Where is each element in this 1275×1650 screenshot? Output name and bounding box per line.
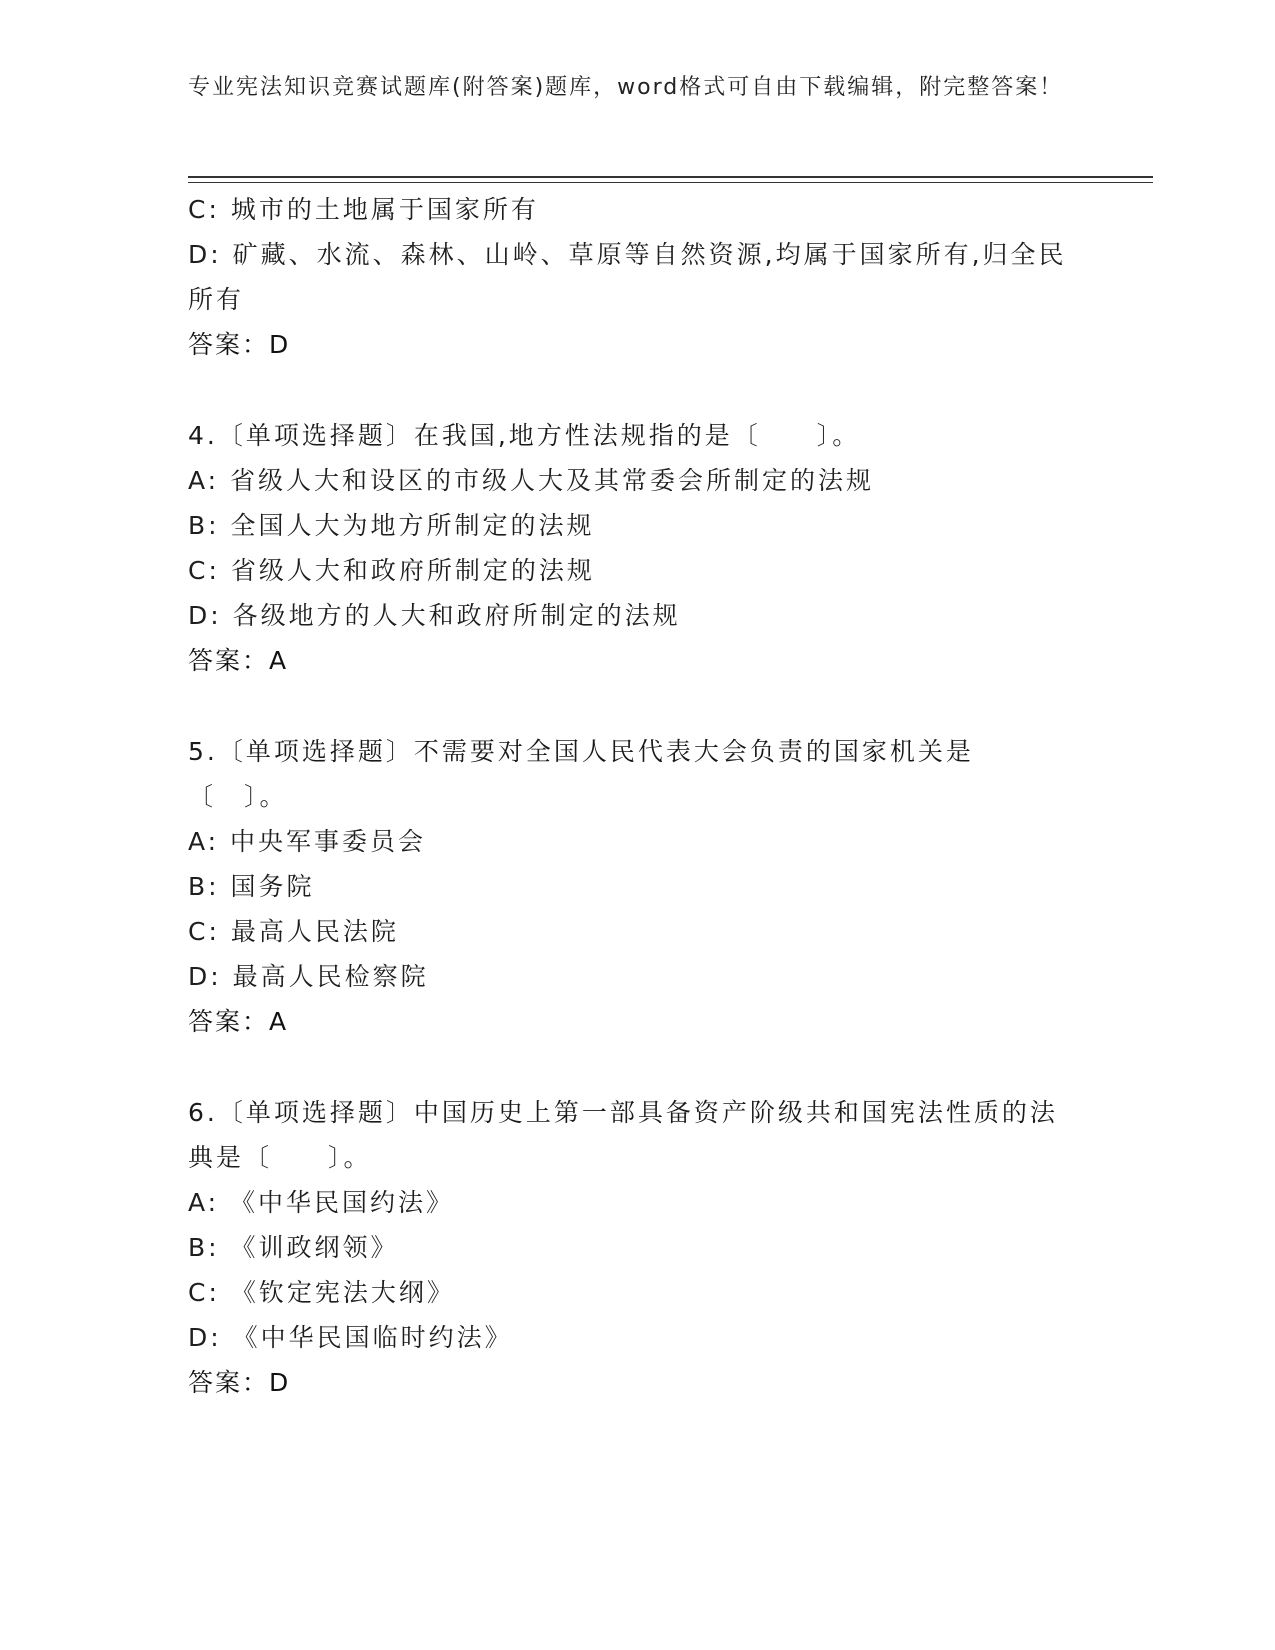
option-c: C: 最高人民法院 (188, 917, 399, 946)
option-c: C: 省级人大和政府所制定的法规 (188, 556, 595, 585)
option-a: A: 中央军事委员会 (188, 827, 427, 856)
question-6 (188, 1090, 1068, 1405)
option-c: C: 《钦定宪法大纲》 (188, 1278, 455, 1307)
question-list (188, 187, 1068, 1405)
answer-line: 答案：D (188, 1368, 291, 1397)
answer-line: 答案：D (188, 330, 291, 359)
option-a: A: 省级人大和设区的市级人大及其常委会所制定的法规 (188, 466, 875, 495)
answer-line: 答案：A (188, 1007, 289, 1036)
option-d: D: 矿藏、水流、森林、山岭、草原等自然资源,均属于国家所有,归全民所有 (188, 240, 1067, 314)
question-3-continued (188, 187, 1068, 367)
option-b: B: 全国人大为地方所制定的法规 (188, 511, 595, 540)
question-stem: 4.〔单项选择题〕在我国,地方性法规指的是〔 〕。 (188, 421, 861, 450)
document-header: 专业宪法知识竞赛试题库(附答案)题库，word格式可自由下载编辑，附完整答案！ (188, 75, 1064, 100)
question-stem: 6.〔单项选择题〕中国历史上第一部具备资产阶级共和国宪法性质的法典是〔 〕。 (188, 1098, 1058, 1172)
question-stem: 5.〔单项选择题〕不需要对全国人民代表大会负责的国家机关是〔 〕。 (188, 737, 974, 811)
option-b: B: 《训政纲领》 (188, 1233, 399, 1262)
option-a: A: 《中华民国约法》 (188, 1188, 455, 1217)
option-d: D: 《中华民国临时约法》 (188, 1323, 513, 1352)
option-c: C: 城市的土地属于国家所有 (188, 195, 539, 224)
header-divider-thin (188, 182, 1153, 183)
question-4 (188, 413, 1068, 683)
answer-line: 答案：A (188, 646, 289, 675)
question-5 (188, 729, 1068, 1044)
header-divider (188, 176, 1153, 178)
option-d: D: 各级地方的人大和政府所制定的法规 (188, 601, 681, 630)
option-b: B: 国务院 (188, 872, 315, 901)
option-d: D: 最高人民检察院 (188, 962, 429, 991)
